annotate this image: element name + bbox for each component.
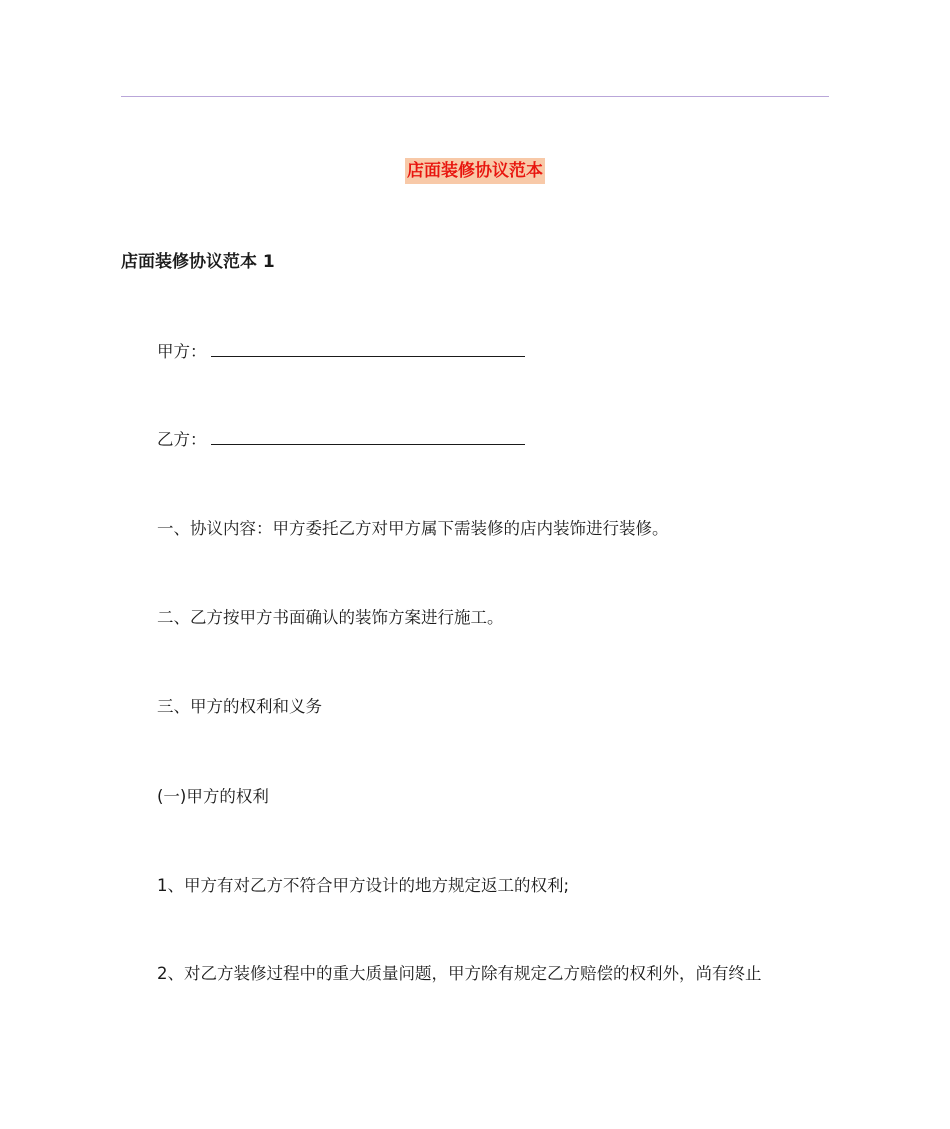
party-a-label: 甲方： bbox=[157, 342, 207, 361]
paragraph-agreement-content: 一、协议内容：甲方委托乙方对甲方属下需装修的店内装饰进行装修。 bbox=[157, 519, 669, 538]
party-b-line bbox=[157, 427, 525, 453]
paragraph-party-a-rights: (一)甲方的权利 bbox=[157, 787, 269, 806]
party-b-label: 乙方： bbox=[157, 430, 207, 449]
document-title bbox=[0, 158, 950, 184]
paragraph-rework-right: 1、甲方有对乙方不符合甲方设计的地方规定返工的权利; bbox=[157, 876, 570, 895]
header-rule bbox=[121, 96, 829, 97]
paragraph-construction: 二、乙方按甲方书面确认的装饰方案进行施工。 bbox=[157, 608, 504, 627]
party-a-line bbox=[157, 339, 525, 365]
party-a-blank-field bbox=[211, 340, 525, 357]
section-heading: 店面装修协议范本 1 bbox=[121, 252, 275, 272]
paragraph-quality-issues: 2、对乙方装修过程中的重大质量问题，甲方除有规定乙方赔偿的权利外，尚有终止 bbox=[157, 964, 762, 983]
document-title-text: 店面装修协议范本 bbox=[405, 158, 545, 184]
paragraph-party-a-rights-duties: 三、甲方的权利和义务 bbox=[157, 697, 322, 716]
party-b-blank-field bbox=[211, 428, 525, 445]
